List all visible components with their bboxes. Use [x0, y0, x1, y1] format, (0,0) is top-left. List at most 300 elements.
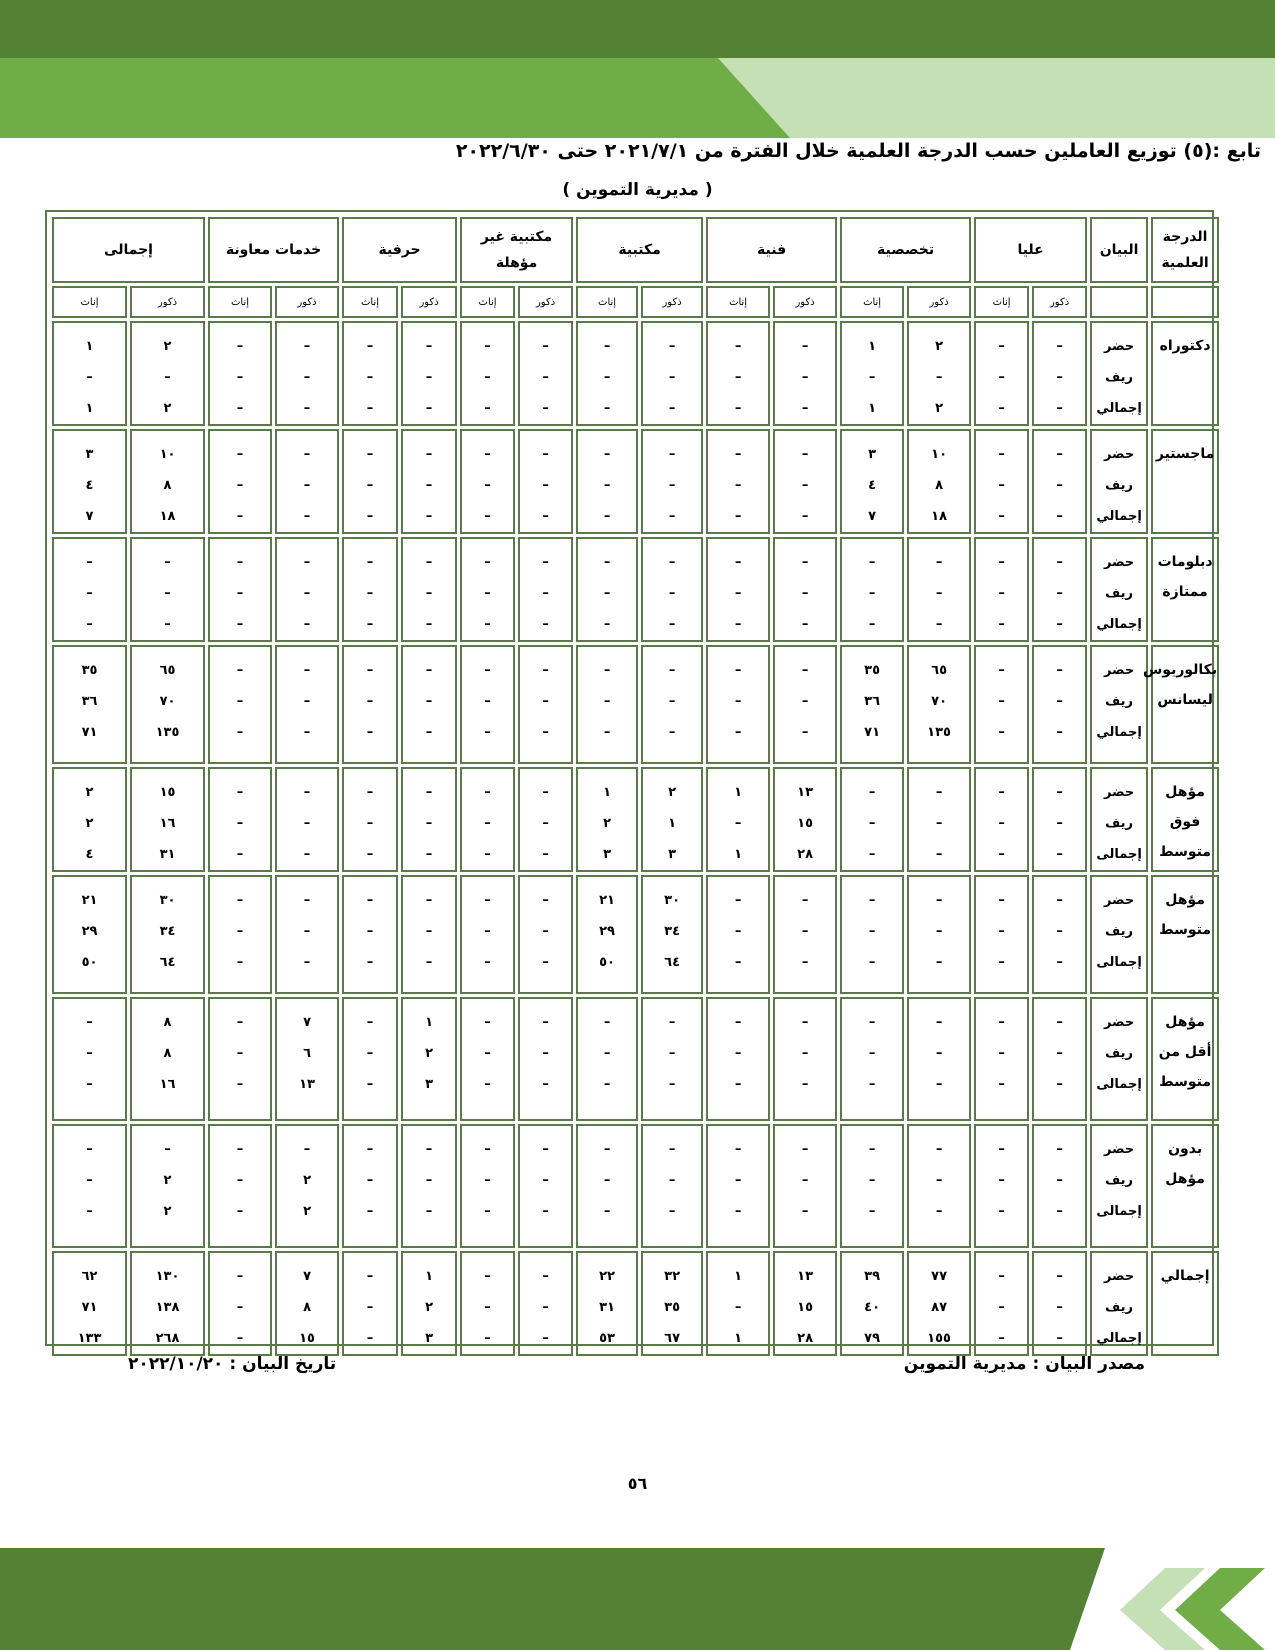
cell-value: ١٥٥ — [927, 1331, 951, 1346]
degree-label: بدون مؤهل — [1151, 1124, 1219, 1248]
data-cell — [275, 875, 339, 994]
header-degree: الدرجة العلمية — [1151, 217, 1219, 283]
cell-value: – — [484, 478, 491, 493]
cell-value: – — [425, 785, 433, 800]
cell-value: – — [603, 401, 611, 416]
cell-value: – — [668, 1015, 676, 1030]
cell-value: – — [484, 893, 491, 908]
data-cell — [576, 1124, 638, 1248]
data-cell — [130, 1251, 205, 1356]
data-cell — [706, 645, 770, 764]
data-cell — [518, 1251, 573, 1356]
cell-value: ١٠ — [931, 447, 948, 462]
cell-value: – — [366, 617, 374, 632]
cell-value: ٦٤ — [159, 955, 176, 970]
cell-value: – — [603, 555, 611, 570]
cell-value: – — [734, 555, 742, 570]
cell-value: – — [425, 586, 433, 601]
data-cell — [706, 537, 770, 642]
cell-value: – — [425, 924, 433, 939]
subheader-male: ذكور — [907, 286, 971, 318]
cell-value: – — [236, 555, 244, 570]
data-cell — [641, 767, 703, 872]
data-cell — [208, 645, 272, 764]
cell-value: – — [603, 725, 611, 740]
cell-value: – — [734, 955, 742, 970]
cell-value: – — [1056, 447, 1063, 462]
data-cell — [840, 875, 904, 994]
cell-value: – — [998, 785, 1005, 800]
cell-value: ٦٥ — [159, 663, 176, 678]
data-cell — [401, 429, 457, 534]
cell-value: ١ — [603, 785, 612, 800]
cell-value: – — [366, 924, 374, 939]
cell-value: – — [868, 555, 876, 570]
cell-value: ٢ — [425, 1046, 434, 1061]
cell-value: – — [425, 339, 433, 354]
subheader-male: ذكور — [641, 286, 703, 318]
cell-value: – — [801, 586, 809, 601]
cell-value: ١٣٨ — [155, 1300, 180, 1315]
cell-value: ٨٧ — [931, 1300, 948, 1315]
header-statement: البيان — [1090, 217, 1148, 283]
cell-value: ٥٠ — [81, 955, 98, 970]
data-cell — [773, 1124, 837, 1248]
cell-value: – — [668, 586, 676, 601]
data-cell — [1032, 321, 1087, 426]
data-cell — [1032, 429, 1087, 534]
data-cell — [641, 537, 703, 642]
cell-value: ١٣ — [797, 785, 814, 800]
cell-value: حضر — [1103, 785, 1135, 800]
cell-value: – — [603, 694, 611, 709]
data-cell — [208, 1251, 272, 1356]
cell-value: – — [303, 893, 311, 908]
cell-value: ريف — [1105, 816, 1133, 831]
cell-value: – — [542, 663, 549, 678]
data-cell — [773, 537, 837, 642]
cell-value: – — [484, 1173, 491, 1188]
cell-value: – — [236, 663, 244, 678]
cell-value: إجمالي — [1096, 509, 1142, 524]
data-cell — [518, 875, 573, 994]
subheader-male: ذكور — [773, 286, 837, 318]
data-cell — [840, 321, 904, 426]
cell-value: إجمالي — [1096, 401, 1142, 416]
cell-value: – — [734, 370, 742, 385]
data-cell — [401, 537, 457, 642]
subheader-female: إناث — [840, 286, 904, 318]
data-cell — [460, 429, 515, 534]
cell-value: – — [935, 1204, 943, 1219]
data-cell — [974, 537, 1029, 642]
cell-value: – — [868, 893, 876, 908]
subheader-row — [52, 286, 1219, 318]
cell-value: ٢ — [425, 1300, 434, 1315]
cell-value: ٦ — [303, 1046, 311, 1061]
data-cell — [1032, 645, 1087, 764]
cell-value: – — [603, 586, 611, 601]
cell-value: – — [366, 694, 374, 709]
cell-value: ٣٩ — [864, 1269, 881, 1284]
cell-value: ٢٦٨ — [155, 1331, 180, 1346]
cell-value: – — [542, 509, 549, 524]
cell-value: – — [236, 447, 244, 462]
cell-value: – — [935, 1046, 943, 1061]
cell-value: إجمالي — [1096, 617, 1142, 632]
cell-value: – — [801, 555, 809, 570]
data-cell — [641, 997, 703, 1121]
cell-value: – — [868, 1077, 876, 1092]
cell-value: – — [1056, 893, 1063, 908]
data-cell — [907, 429, 971, 534]
cell-value: – — [366, 1173, 374, 1188]
cell-value: ٧١ — [81, 725, 98, 740]
degree-label: مؤهل أقل من متوسط — [1151, 997, 1219, 1121]
degree-label: ماجستير — [1151, 429, 1219, 534]
cell-value: – — [935, 1173, 943, 1188]
data-cell — [840, 1251, 904, 1356]
cell-value: – — [603, 509, 611, 524]
cell-value: – — [1056, 955, 1063, 970]
cell-value: – — [868, 847, 876, 862]
cell-value: – — [1056, 694, 1063, 709]
cell-value: – — [801, 447, 809, 462]
data-cell — [342, 767, 398, 872]
data-cell — [974, 875, 1029, 994]
cell-value: – — [542, 1331, 549, 1346]
cell-value: ١٣٣ — [77, 1331, 102, 1346]
data-cell — [907, 645, 971, 764]
data-cell — [576, 875, 638, 994]
data-cell — [518, 767, 573, 872]
cell-value: – — [484, 1269, 491, 1284]
data-cell — [208, 321, 272, 426]
data-cell — [706, 997, 770, 1121]
cell-value: – — [734, 1173, 742, 1188]
data-cell — [275, 767, 339, 872]
degree-label: مؤهل فوق متوسط — [1151, 767, 1219, 872]
cell-value: – — [542, 1142, 549, 1157]
cell-value: – — [484, 955, 491, 970]
cell-value: حضر — [1103, 1015, 1135, 1030]
cell-value: ٣٠ — [664, 893, 681, 908]
cell-value: ١٥ — [159, 785, 176, 800]
cell-value: – — [484, 785, 491, 800]
cell-value: – — [425, 370, 433, 385]
cell-value: – — [366, 447, 374, 462]
cell-value: – — [801, 924, 809, 939]
data-cell — [460, 997, 515, 1121]
header-group: تخصصية — [840, 217, 971, 283]
cell-value: ٢ — [85, 816, 94, 831]
cell-value: ١٣ — [299, 1077, 315, 1092]
data-cell — [401, 767, 457, 872]
cell-value: ٧ — [303, 1015, 311, 1030]
cell-value: – — [668, 401, 676, 416]
data-cell — [641, 321, 703, 426]
cell-value: – — [425, 555, 433, 570]
subheader-male: ذكور — [275, 286, 339, 318]
cell-value: – — [801, 1204, 809, 1219]
cell-value: – — [734, 401, 742, 416]
cell-value: – — [998, 401, 1005, 416]
cell-value: ١ — [85, 339, 94, 354]
cell-value: ١ — [868, 339, 877, 354]
cell-value: – — [425, 478, 433, 493]
cell-value: ٢ — [163, 339, 172, 354]
cell-value: ٣ — [668, 847, 677, 862]
cell-value: – — [366, 509, 374, 524]
cell-value: حضر — [1103, 893, 1135, 908]
cell-value: – — [236, 1142, 244, 1157]
cell-value: – — [1056, 1173, 1063, 1188]
data-cell — [1032, 997, 1087, 1121]
header-group: مكتبية غير مؤهلة — [460, 217, 573, 283]
cell-value: ٣١ — [599, 1300, 615, 1315]
footer-banner — [0, 1548, 1275, 1650]
cell-value: – — [734, 478, 742, 493]
data-cell — [773, 429, 837, 534]
data-cell — [342, 1251, 398, 1356]
cell-value: – — [366, 339, 374, 354]
data-cell — [275, 645, 339, 764]
cell-value: – — [366, 1204, 374, 1219]
cell-value: – — [734, 1142, 742, 1157]
cell-value: – — [425, 955, 433, 970]
data-cell — [52, 1124, 127, 1248]
data-cell — [907, 997, 971, 1121]
cell-value: ٧١ — [81, 1300, 98, 1315]
data-cell — [52, 997, 127, 1121]
cell-value: ١ — [425, 1269, 434, 1284]
data-cell — [275, 1251, 339, 1356]
subheader-empty — [1090, 286, 1148, 318]
cell-value: ريف — [1105, 478, 1133, 493]
cell-value: – — [542, 1269, 549, 1284]
cell-value: – — [542, 1204, 549, 1219]
cell-value: ٧٠ — [159, 694, 176, 709]
cell-value: – — [935, 1142, 943, 1157]
data-cell — [974, 321, 1029, 426]
cell-value: – — [668, 478, 676, 493]
cell-value: – — [484, 725, 491, 740]
subheader-female: إناث — [974, 286, 1029, 318]
cell-value: ٦٤ — [664, 955, 681, 970]
cell-value: – — [1056, 1269, 1063, 1284]
cell-value: – — [1056, 509, 1063, 524]
cell-value: – — [484, 509, 491, 524]
cell-value: – — [868, 1142, 876, 1157]
cell-value: – — [366, 816, 374, 831]
area-labels — [1090, 321, 1148, 426]
cell-value: – — [734, 924, 742, 939]
cell-value: – — [484, 370, 491, 385]
data-cell — [907, 1251, 971, 1356]
cell-value: – — [236, 893, 244, 908]
cell-value: – — [542, 1077, 549, 1092]
data-cell — [974, 645, 1029, 764]
cell-value: ٢ — [303, 1204, 311, 1219]
cell-value: – — [542, 401, 549, 416]
cell-value: ٢ — [935, 401, 944, 416]
cell-value: ٤ — [868, 478, 877, 493]
data-cell — [342, 429, 398, 534]
cell-value: – — [603, 478, 611, 493]
data-cell — [974, 1251, 1029, 1356]
cell-value: ٣١ — [159, 847, 176, 862]
cell-value: – — [236, 785, 244, 800]
data-cell — [907, 875, 971, 994]
area-labels — [1090, 429, 1148, 534]
data-cell — [576, 1251, 638, 1356]
subheader-male: ذكور — [130, 286, 205, 318]
cell-value: حضر — [1103, 339, 1135, 354]
cell-value: – — [484, 847, 491, 862]
data-cell — [401, 875, 457, 994]
cell-value: – — [303, 339, 311, 354]
cell-value: – — [542, 1046, 549, 1061]
area-labels — [1090, 1124, 1148, 1248]
cell-value: – — [935, 617, 943, 632]
cell-value: ٢ — [85, 785, 94, 800]
cell-value: حضر — [1103, 663, 1135, 678]
cell-value: – — [366, 725, 374, 740]
cell-value: – — [801, 478, 809, 493]
cell-value: – — [998, 924, 1005, 939]
degree-label: دبلومات ممتازة — [1151, 537, 1219, 642]
cell-value: ١٠ — [159, 447, 176, 462]
cell-value: ٤٠ — [864, 1300, 881, 1315]
header-group: خدمات معاونة — [208, 217, 339, 283]
data-cell — [342, 645, 398, 764]
cell-value: ١٣٥ — [927, 725, 951, 740]
cell-value: – — [303, 847, 311, 862]
cell-value: ٢١ — [81, 893, 98, 908]
cell-value: – — [868, 1015, 876, 1030]
cell-value: ٧٠ — [931, 694, 948, 709]
cell-value: – — [668, 617, 676, 632]
cell-value: – — [998, 617, 1005, 632]
cell-value: – — [303, 617, 311, 632]
cell-value: – — [366, 847, 374, 862]
page-number: ٥٦ — [627, 1474, 648, 1493]
cell-value: ٧١ — [864, 725, 881, 740]
cell-value: ١٥ — [299, 1331, 315, 1346]
header-group: إجمالى — [52, 217, 205, 283]
area-labels — [1090, 997, 1148, 1121]
cell-value: – — [236, 816, 244, 831]
cell-value: – — [998, 816, 1005, 831]
cell-value: ١ — [734, 847, 743, 862]
data-cell — [576, 767, 638, 872]
subheader-female: إناث — [576, 286, 638, 318]
cell-value: – — [366, 1142, 374, 1157]
cell-value: – — [164, 370, 171, 385]
cell-value: ٣٥ — [81, 663, 98, 678]
cell-value: ١٨ — [931, 509, 948, 524]
cell-value: إجمالي — [1096, 725, 1142, 740]
data-cell — [342, 321, 398, 426]
table-row — [52, 321, 1219, 426]
cell-value: ٢٨ — [797, 847, 814, 862]
cell-value: – — [998, 1204, 1005, 1219]
cell-value: – — [734, 617, 742, 632]
cell-value: – — [801, 893, 809, 908]
cell-value: – — [484, 555, 491, 570]
cell-value: – — [425, 1204, 433, 1219]
cell-value: – — [734, 586, 742, 601]
cell-value: – — [998, 955, 1005, 970]
data-cell — [773, 875, 837, 994]
cell-value: ٥٣ — [599, 1331, 615, 1346]
table-row — [52, 1124, 1219, 1248]
cell-value: ٢ — [603, 816, 612, 831]
cell-value: – — [935, 586, 943, 601]
header-group: حرفية — [342, 217, 457, 283]
cell-value: – — [366, 785, 374, 800]
cell-value: حضر — [1103, 1269, 1135, 1284]
cell-value: ١٥ — [797, 1300, 814, 1315]
cell-value: ١٦ — [159, 816, 176, 831]
cell-value: – — [734, 663, 742, 678]
cell-value: – — [484, 924, 491, 939]
cell-value: – — [86, 586, 93, 601]
cell-value: – — [164, 617, 171, 632]
cell-value: – — [484, 816, 491, 831]
cell-value: – — [603, 447, 611, 462]
cell-value: – — [366, 1077, 374, 1092]
cell-value: ١٣٥ — [155, 725, 180, 740]
data-cell — [907, 537, 971, 642]
cell-value: – — [236, 924, 244, 939]
data-cell — [342, 1124, 398, 1248]
cell-value: – — [484, 617, 491, 632]
cell-value: – — [801, 1015, 809, 1030]
cell-value: – — [734, 694, 742, 709]
cell-value: – — [998, 586, 1005, 601]
cell-value: – — [801, 401, 809, 416]
cell-value: – — [542, 955, 549, 970]
cell-value: ٦٧ — [664, 1331, 681, 1346]
cell-value: ١ — [734, 1269, 743, 1284]
cell-value: – — [935, 924, 943, 939]
cell-value: – — [236, 509, 244, 524]
cell-value: – — [935, 370, 943, 385]
cell-value: – — [1056, 478, 1063, 493]
cell-value: – — [603, 1046, 611, 1061]
data-cell — [52, 429, 127, 534]
cell-value: – — [236, 339, 244, 354]
cell-value: ٣ — [603, 847, 612, 862]
cell-value: – — [303, 401, 311, 416]
header-group: فنية — [706, 217, 837, 283]
cell-value: – — [484, 1077, 491, 1092]
data-cell — [518, 1124, 573, 1248]
cell-value: – — [236, 1046, 244, 1061]
cell-value: – — [603, 1173, 611, 1188]
cell-value: ٧ — [868, 509, 877, 524]
cell-value: – — [998, 555, 1005, 570]
cell-value: ٢ — [303, 1173, 311, 1188]
cell-value: – — [935, 893, 943, 908]
cell-value: – — [542, 1300, 549, 1315]
cell-value: – — [801, 663, 809, 678]
cell-value: – — [998, 1142, 1005, 1157]
area-labels — [1090, 767, 1148, 872]
data-cell — [706, 1124, 770, 1248]
cell-value: – — [668, 1173, 676, 1188]
